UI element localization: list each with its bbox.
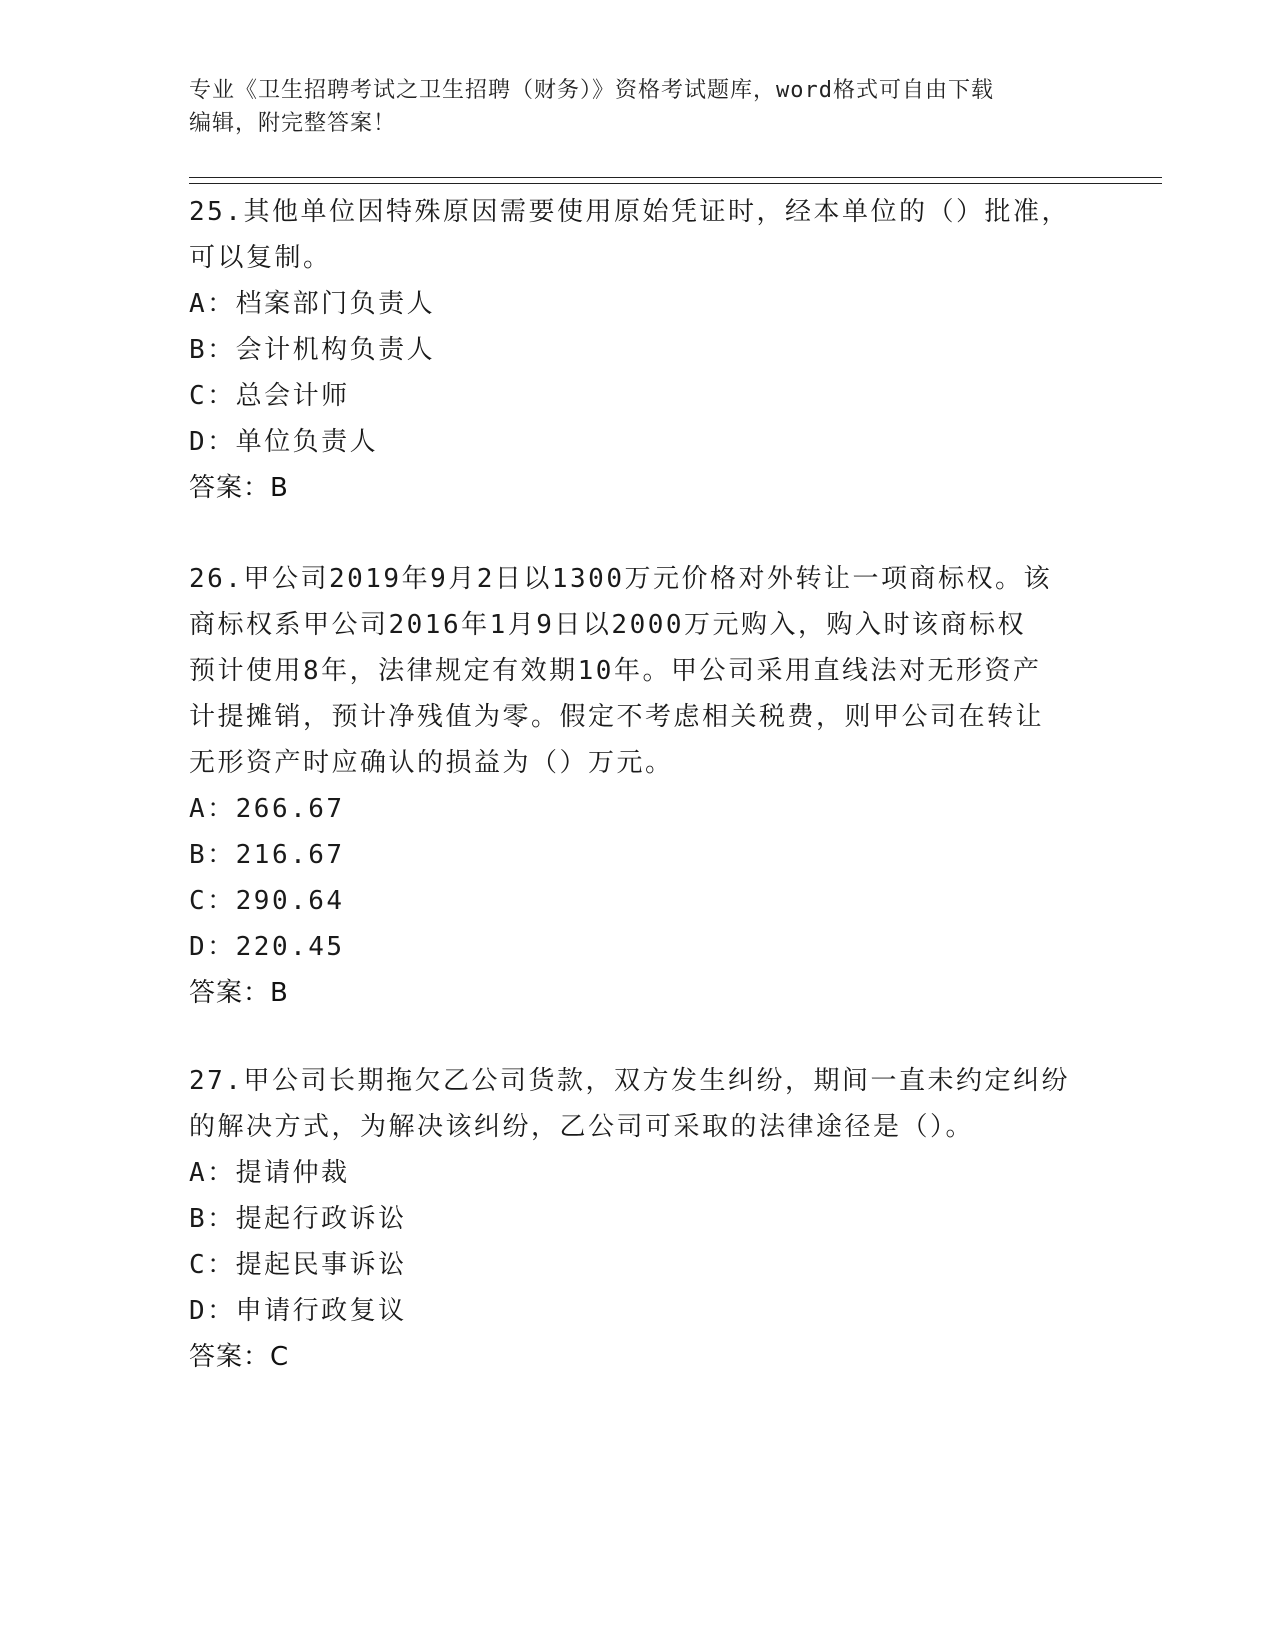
option-text: 290.64: [235, 886, 345, 916]
stem-line: 无形资产时应确认的损益为（）万元。: [189, 748, 674, 778]
question-stem: [189, 189, 1089, 281]
option-key: A：: [189, 289, 236, 319]
option-text: 220.45: [235, 932, 345, 962]
answer-line: 答案：B: [189, 473, 289, 503]
option-list: [189, 786, 1089, 970]
stem-line: 可以复制。: [189, 243, 332, 273]
option-key: C：: [189, 886, 236, 916]
option-key: A：: [189, 794, 236, 824]
option-text: 单位负责人: [235, 427, 379, 457]
option-text: 提起行政诉讼: [235, 1204, 407, 1234]
option-d: [189, 924, 1089, 970]
option-text: 216.67: [235, 840, 345, 870]
option-key: B：: [189, 335, 236, 365]
option-c: [189, 1242, 1089, 1288]
option-text: 提起民事诉讼: [235, 1250, 407, 1280]
stem-line: 25.其他单位因特殊原因需要使用原始凭证时，经本单位的（）批准，: [189, 197, 1070, 227]
question-stem: [189, 1058, 1089, 1150]
option-text: 266.67: [235, 794, 345, 824]
option-key: D：: [189, 1296, 236, 1326]
option-a: [189, 786, 1089, 832]
document-header: [189, 74, 1069, 140]
stem-line: 商标权系甲公司2016年1月9日以2000万元购入，购入时该商标权: [189, 610, 1027, 640]
option-text: 申请行政复议: [235, 1296, 407, 1326]
stem-line: 计提摊销，预计净残值为零。假定不考虑相关税费，则甲公司在转让: [189, 702, 1045, 732]
question-block: [189, 189, 1089, 511]
option-b: [189, 327, 1089, 373]
header-divider: [189, 183, 1162, 184]
option-c: [189, 373, 1089, 419]
option-key: B：: [189, 1204, 236, 1234]
option-text: 总会计师: [235, 381, 350, 411]
option-list: [189, 1150, 1089, 1334]
stem-line: 预计使用8年，法律规定有效期10年。甲公司采用直线法对无形资产: [189, 656, 1042, 686]
stem-line: 26.甲公司2019年9月2日以1300万元价格对外转让一项商标权。该: [189, 564, 1052, 594]
answer-line: 答案：B: [189, 978, 289, 1008]
option-key: B：: [189, 840, 236, 870]
option-text: 档案部门负责人: [235, 289, 436, 319]
option-key: D：: [189, 932, 236, 962]
option-key: D：: [189, 427, 236, 457]
option-d: [189, 1288, 1089, 1334]
header-line: 专业《卫生招聘考试之卫生招聘（财务）》资格考试题库，word格式可自由下载: [189, 78, 994, 103]
option-key: A：: [189, 1158, 236, 1188]
option-list: [189, 281, 1089, 465]
question-stem: [189, 556, 1089, 786]
option-d: [189, 419, 1089, 465]
answer-line: 答案：C: [189, 1342, 290, 1372]
question-block: [189, 1058, 1089, 1380]
option-text: 提请仲裁: [235, 1158, 350, 1188]
stem-line: 的解决方式，为解决该纠纷，乙公司可采取的法律途径是（）。: [189, 1112, 975, 1142]
stem-line: 27.甲公司长期拖欠乙公司货款，双方发生纠纷，期间一直未约定纠纷: [189, 1066, 1070, 1096]
header-divider: [189, 177, 1162, 178]
option-c: [189, 878, 1089, 924]
option-key: C：: [189, 1250, 236, 1280]
option-key: C：: [189, 381, 236, 411]
question-block: [189, 556, 1089, 1016]
header-line: 编辑，附完整答案！: [189, 111, 397, 136]
option-a: [189, 281, 1089, 327]
option-b: [189, 832, 1089, 878]
option-text: 会计机构负责人: [235, 335, 436, 365]
option-b: [189, 1196, 1089, 1242]
option-a: [189, 1150, 1089, 1196]
